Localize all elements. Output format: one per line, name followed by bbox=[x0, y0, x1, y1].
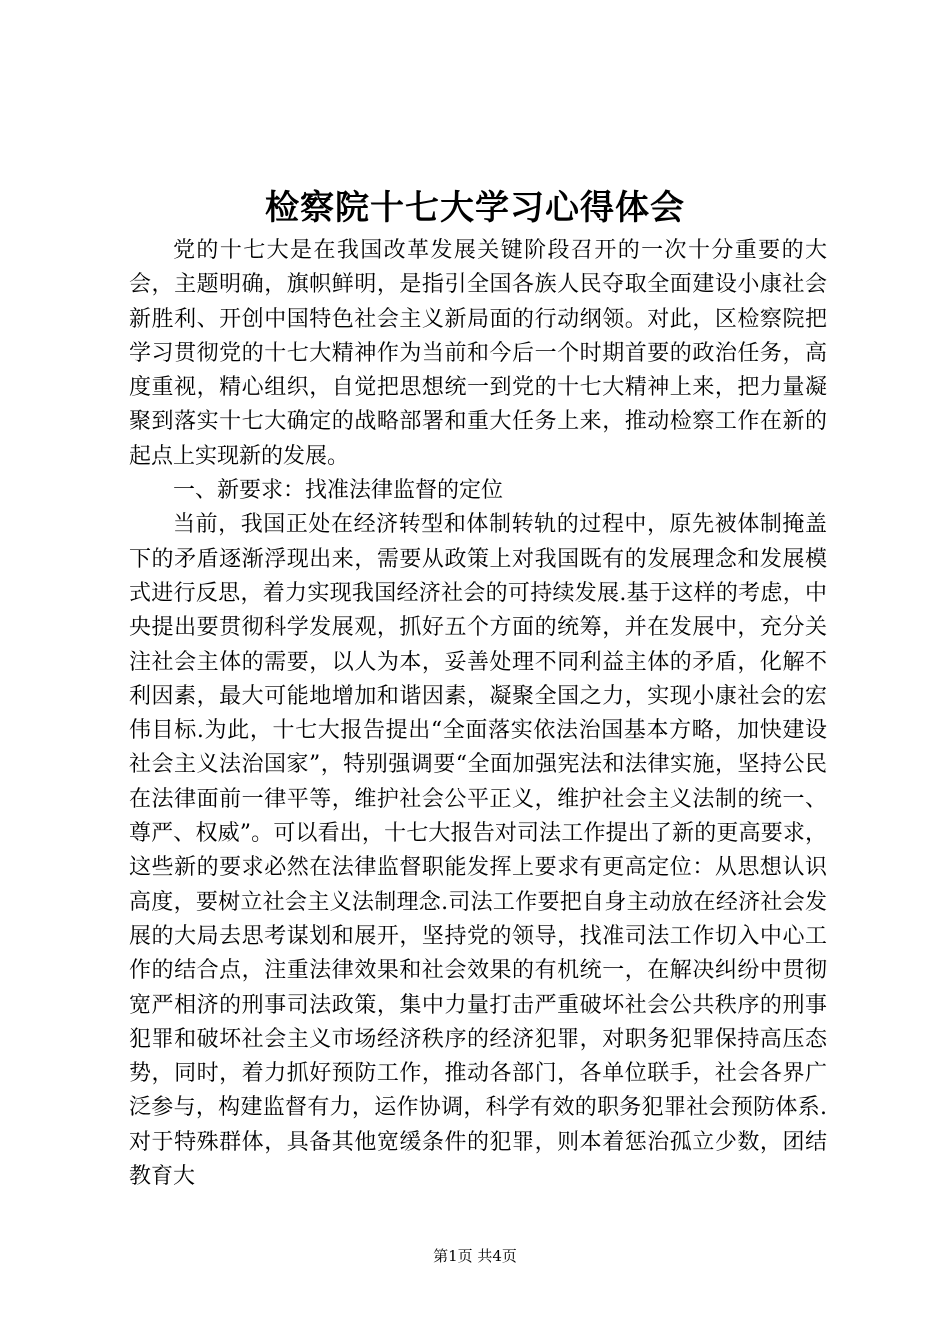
paragraph-intro: 党的十七大是在我国改革发展关键阶段召开的一次十分重要的大会，主题明确，旗帜鲜明，是指引全国各族人民夺取全面建设小康社会新胜利、开创中国特色社会主义新局面的行动纲领。对此，区检察院把学习贯彻党的十七大精神作为当前和今后一个时期首要的政治任务，高度重视，精心组织，自觉把思想统一到党的十七大精神上来，把力量凝聚到落实十七大确定的战略部署和重大任务上来，推动检察工作在新的起点上实现新的发展。 bbox=[129, 238, 827, 469]
document-body bbox=[129, 234, 827, 1194]
document-title: 检察院十七大学习心得体会 bbox=[265, 188, 685, 228]
page-footer: 第1页 共4页 bbox=[433, 1247, 517, 1265]
section-heading: 一、新要求：找准法律监督的定位 bbox=[173, 478, 504, 504]
paragraph-section-1: 当前，我国正处在经济转型和体制转轨的过程中，原先被体制掩盖下的矛盾逐渐浮现出来，需要从政策上对我国既有的发展理念和发展模式进行反思，着力实现我国经济社会的可持续发展.基于这样的考虑，中央提出要贯彻科学发展观，抓好五个方面的统筹，并在发展中，充分关注社会主体的需要，以人为本，妥善处理不同利益主体的矛盾，化解不利因素，最大可能地增加和谐因素，凝聚全国之力，实现小康社会的宏伟目标.为此，十七大报告提出“全面落实依法治国基本方略，加快建设社会主义法治国家”，特别强调要“全面加强宪法和法律实施，坚持公民在法律面前一律平等，维护社会公平正义，维护社会主义法制的统一、尊严、权威”。可以看出，十七大报告对司法工作提出了新的更高要求，这些新的要求必然在法律监督职能发挥上要求有更高定位：从思想认识高度，要树立社会主义法制理念.司法工作要把自身主动放在经济社会发展的大局去思考谋划和展开，坚持党的领导，找准司法工作切入中心工作的结合点，注重法律效果和社会效果的有机统一，在解决纠纷中贯彻宽严相济的刑事司法政策，集中力量打击严重破坏社会公共秩序的刑事犯罪和破坏社会主义市场经济秩序的经济犯罪，对职务犯罪保持高压态势，同时，着力抓好预防工作，推动各部门，各单位联手，社会各界广泛参与，构建监督有力，运作协调，科学有效的职务犯罪社会预防体系.对于特殊群体，具备其他宽缓条件的犯罪，则本着惩治孤立少数，团结教育大 bbox=[129, 512, 827, 1190]
